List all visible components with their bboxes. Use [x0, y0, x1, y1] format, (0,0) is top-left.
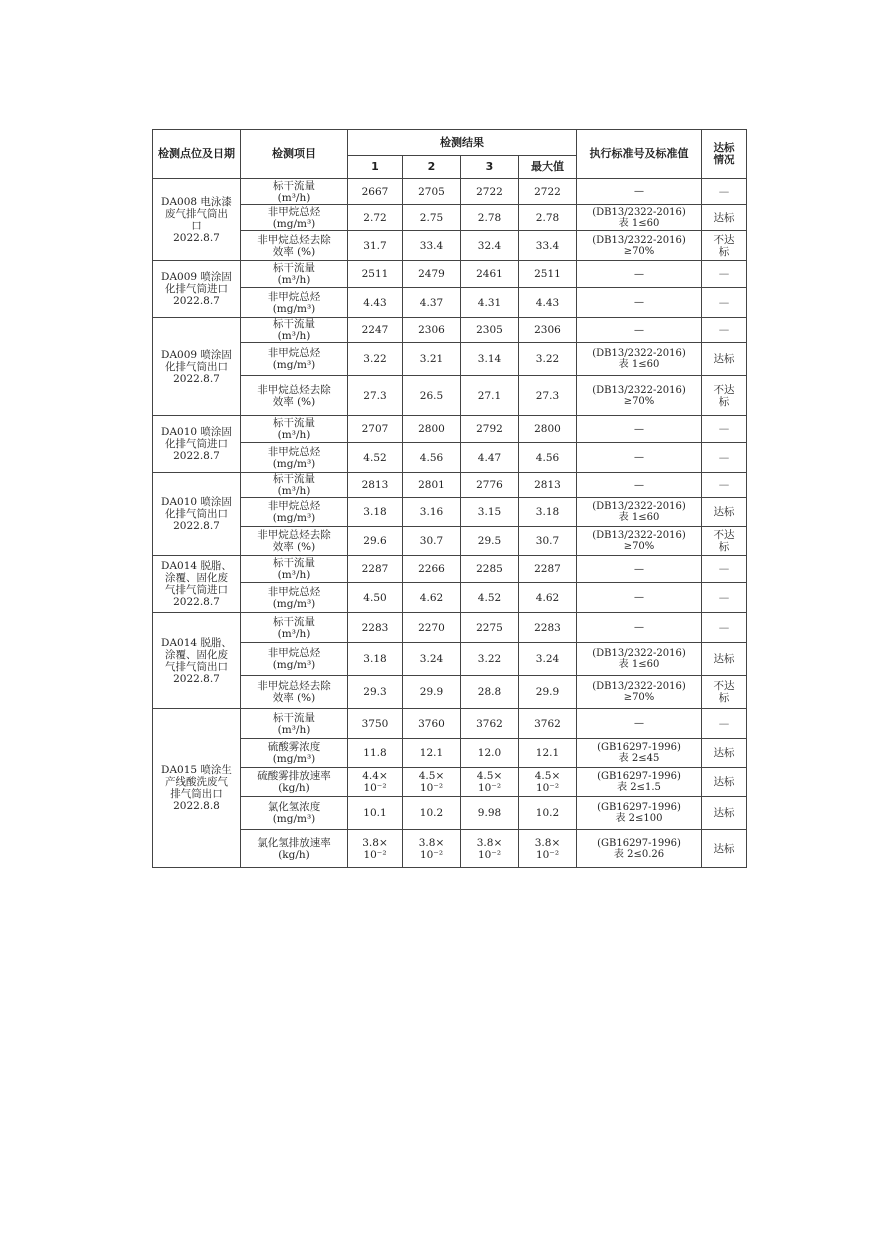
- max-value-cell: 2.78: [519, 205, 577, 231]
- test-item-cell: 标干流量 (m³/h): [241, 709, 348, 739]
- standard-cell: (DB13/2322-2016) ≥70%: [577, 676, 702, 709]
- result-3-cell: 2275: [461, 613, 519, 643]
- result-2-cell: 3.21: [403, 343, 461, 376]
- result-2-cell: 2266: [403, 556, 461, 583]
- result-2-cell: 2.75: [403, 205, 461, 231]
- result-2-cell: 4.56: [403, 443, 461, 473]
- result-1-cell: 2511: [348, 261, 403, 288]
- result-2-cell: 2270: [403, 613, 461, 643]
- standard-cell: —: [577, 709, 702, 739]
- max-value-cell: 33.4: [519, 231, 577, 261]
- result-3-cell: 2461: [461, 261, 519, 288]
- standard-cell: —: [577, 583, 702, 613]
- header-col-2: 2: [403, 156, 461, 179]
- max-value-cell: 4.56: [519, 443, 577, 473]
- test-item-cell: 标干流量 (m³/h): [241, 416, 348, 443]
- result-3-cell: 2305: [461, 318, 519, 343]
- result-2-cell: 2705: [403, 179, 461, 205]
- result-1-cell: 3.18: [348, 643, 403, 676]
- test-item-cell: 标干流量 (m³/h): [241, 179, 348, 205]
- max-value-cell: 3.8× 10⁻²: [519, 830, 577, 868]
- location-date-cell: DA009 喷涂固 化排气筒出口 2022.8.7: [153, 318, 241, 416]
- table-row: [153, 556, 747, 583]
- test-item-cell: 非甲烷总烃去除 效率 (%): [241, 376, 348, 416]
- result-1-cell: 3.18: [348, 498, 403, 527]
- table-row: [153, 416, 747, 443]
- max-value-cell: 30.7: [519, 527, 577, 556]
- table-body: [153, 179, 747, 868]
- compliance-cell: 达标: [702, 830, 747, 868]
- max-value-cell: 10.2: [519, 797, 577, 830]
- test-item-cell: 非甲烷总烃去除 效率 (%): [241, 231, 348, 261]
- result-2-cell: 10.2: [403, 797, 461, 830]
- compliance-cell: 达标: [702, 643, 747, 676]
- standard-cell: (GB16297-1996) 表 2≤45: [577, 739, 702, 768]
- max-value-cell: 12.1: [519, 739, 577, 768]
- max-value-cell: 2283: [519, 613, 577, 643]
- compliance-cell: —: [702, 179, 747, 205]
- test-item-cell: 硫酸雾浓度 (mg/m³): [241, 739, 348, 768]
- result-2-cell: 3.24: [403, 643, 461, 676]
- result-3-cell: 4.47: [461, 443, 519, 473]
- result-1-cell: 27.3: [348, 376, 403, 416]
- standard-cell: —: [577, 288, 702, 318]
- table-row: [153, 498, 747, 527]
- result-3-cell: 2776: [461, 473, 519, 498]
- compliance-cell: 达标: [702, 343, 747, 376]
- result-2-cell: 4.37: [403, 288, 461, 318]
- table-row: [153, 643, 747, 676]
- table-row: [153, 343, 747, 376]
- table-row: [153, 205, 747, 231]
- standard-cell: (GB16297-1996) 表 2≤1.5: [577, 768, 702, 797]
- max-value-cell: 2306: [519, 318, 577, 343]
- result-1-cell: 4.4× 10⁻²: [348, 768, 403, 797]
- location-date-cell: DA014 脱脂、 涂覆、固化废 气排气筒进口 2022.8.7: [153, 556, 241, 613]
- compliance-cell: 达标: [702, 797, 747, 830]
- max-value-cell: 29.9: [519, 676, 577, 709]
- max-value-cell: 4.43: [519, 288, 577, 318]
- compliance-cell: —: [702, 261, 747, 288]
- result-1-cell: 3750: [348, 709, 403, 739]
- result-1-cell: 29.3: [348, 676, 403, 709]
- result-2-cell: 3.8× 10⁻²: [403, 830, 461, 868]
- table-row: [153, 797, 747, 830]
- result-2-cell: 2800: [403, 416, 461, 443]
- test-item-cell: 非甲烷总烃 (mg/m³): [241, 288, 348, 318]
- result-2-cell: 4.5× 10⁻²: [403, 768, 461, 797]
- table-row: [153, 583, 747, 613]
- result-3-cell: 3.14: [461, 343, 519, 376]
- compliance-cell: —: [702, 613, 747, 643]
- location-date-cell: DA008 电泳漆 废气排气筒出 口 2022.8.7: [153, 179, 241, 261]
- result-3-cell: 3762: [461, 709, 519, 739]
- table-row: [153, 768, 747, 797]
- compliance-cell: —: [702, 416, 747, 443]
- test-item-cell: 非甲烷总烃 (mg/m³): [241, 343, 348, 376]
- test-item-cell: 非甲烷总烃去除 效率 (%): [241, 676, 348, 709]
- header-col-3: 3: [461, 156, 519, 179]
- header-item: 检测项目: [241, 130, 348, 179]
- max-value-cell: 2813: [519, 473, 577, 498]
- table-row: [153, 443, 747, 473]
- location-date-cell: DA010 喷涂固 化排气筒出口 2022.8.7: [153, 473, 241, 556]
- max-value-cell: 27.3: [519, 376, 577, 416]
- compliance-cell: —: [702, 583, 747, 613]
- max-value-cell: 2722: [519, 179, 577, 205]
- standard-cell: (DB13/2322-2016) ≥70%: [577, 376, 702, 416]
- standard-cell: (GB16297-1996) 表 2≤0.26: [577, 830, 702, 868]
- result-2-cell: 29.9: [403, 676, 461, 709]
- result-2-cell: 33.4: [403, 231, 461, 261]
- test-item-cell: 氯化氢浓度 (mg/m³): [241, 797, 348, 830]
- result-2-cell: 30.7: [403, 527, 461, 556]
- test-item-cell: 非甲烷总烃 (mg/m³): [241, 205, 348, 231]
- compliance-cell: 达标: [702, 498, 747, 527]
- result-2-cell: 26.5: [403, 376, 461, 416]
- result-1-cell: 11.8: [348, 739, 403, 768]
- test-item-cell: 非甲烷总烃 (mg/m³): [241, 643, 348, 676]
- result-2-cell: 3.16: [403, 498, 461, 527]
- result-3-cell: 3.15: [461, 498, 519, 527]
- result-2-cell: 2801: [403, 473, 461, 498]
- standard-cell: (GB16297-1996) 表 2≤100: [577, 797, 702, 830]
- compliance-cell: —: [702, 473, 747, 498]
- result-3-cell: 4.52: [461, 583, 519, 613]
- table-row: [153, 473, 747, 498]
- table-row: [153, 179, 747, 205]
- max-value-cell: 3.24: [519, 643, 577, 676]
- max-value-cell: 4.5× 10⁻²: [519, 768, 577, 797]
- compliance-cell: 达标: [702, 768, 747, 797]
- table-row: [153, 527, 747, 556]
- header-results: 检测结果: [348, 130, 577, 156]
- result-1-cell: 4.50: [348, 583, 403, 613]
- header-max: 最大值: [519, 156, 577, 179]
- result-1-cell: 2247: [348, 318, 403, 343]
- result-2-cell: 4.62: [403, 583, 461, 613]
- test-item-cell: 标干流量 (m³/h): [241, 556, 348, 583]
- test-item-cell: 非甲烷总烃去除 效率 (%): [241, 527, 348, 556]
- test-item-cell: 非甲烷总烃 (mg/m³): [241, 498, 348, 527]
- standard-cell: (DB13/2322-2016) 表 1≤60: [577, 343, 702, 376]
- result-3-cell: 2.78: [461, 205, 519, 231]
- result-3-cell: 4.31: [461, 288, 519, 318]
- location-date-cell: DA015 喷涂生 产线酸洗废气 排气筒出口 2022.8.8: [153, 709, 241, 868]
- table-row: [153, 231, 747, 261]
- max-value-cell: 2511: [519, 261, 577, 288]
- result-1-cell: 2667: [348, 179, 403, 205]
- standard-cell: —: [577, 261, 702, 288]
- result-1-cell: 29.6: [348, 527, 403, 556]
- compliance-cell: 达标: [702, 205, 747, 231]
- result-3-cell: 12.0: [461, 739, 519, 768]
- standard-cell: (DB13/2322-2016) 表 1≤60: [577, 498, 702, 527]
- max-value-cell: 2800: [519, 416, 577, 443]
- max-value-cell: 3.22: [519, 343, 577, 376]
- table-row: [153, 830, 747, 868]
- compliance-cell: —: [702, 556, 747, 583]
- table-row: [153, 613, 747, 643]
- compliance-cell: —: [702, 709, 747, 739]
- header-location-date: 检测点位及日期: [153, 130, 241, 179]
- table-row: [153, 676, 747, 709]
- standard-cell: —: [577, 556, 702, 583]
- location-date-cell: DA010 喷涂固 化排气筒进口 2022.8.7: [153, 416, 241, 473]
- result-1-cell: 4.52: [348, 443, 403, 473]
- result-3-cell: 3.8× 10⁻²: [461, 830, 519, 868]
- table-row: [153, 261, 747, 288]
- table-row: [153, 318, 747, 343]
- header-compliance: 达标 情况: [702, 130, 747, 179]
- compliance-cell: —: [702, 318, 747, 343]
- test-item-cell: 硫酸雾排放速率 (kg/h): [241, 768, 348, 797]
- result-2-cell: 3760: [403, 709, 461, 739]
- result-3-cell: 2285: [461, 556, 519, 583]
- result-3-cell: 29.5: [461, 527, 519, 556]
- standard-cell: —: [577, 443, 702, 473]
- standard-cell: (DB13/2322-2016) ≥70%: [577, 231, 702, 261]
- result-2-cell: 2306: [403, 318, 461, 343]
- test-item-cell: 标干流量 (m³/h): [241, 261, 348, 288]
- result-1-cell: 2283: [348, 613, 403, 643]
- result-2-cell: 2479: [403, 261, 461, 288]
- result-1-cell: 2287: [348, 556, 403, 583]
- test-item-cell: 氯化氢排放速率 (kg/h): [241, 830, 348, 868]
- test-item-cell: 标干流量 (m³/h): [241, 318, 348, 343]
- max-value-cell: 2287: [519, 556, 577, 583]
- max-value-cell: 3.18: [519, 498, 577, 527]
- test-item-cell: 标干流量 (m³/h): [241, 613, 348, 643]
- result-1-cell: 31.7: [348, 231, 403, 261]
- result-1-cell: 3.8× 10⁻²: [348, 830, 403, 868]
- header-col-1: 1: [348, 156, 403, 179]
- compliance-cell: 不达 标: [702, 231, 747, 261]
- result-3-cell: 27.1: [461, 376, 519, 416]
- standard-cell: —: [577, 416, 702, 443]
- result-1-cell: 3.22: [348, 343, 403, 376]
- result-1-cell: 2707: [348, 416, 403, 443]
- compliance-cell: 不达 标: [702, 527, 747, 556]
- max-value-cell: 3762: [519, 709, 577, 739]
- compliance-cell: 不达 标: [702, 376, 747, 416]
- location-date-cell: DA014 脱脂、 涂覆、固化废 气排气筒出口 2022.8.7: [153, 613, 241, 709]
- result-3-cell: 28.8: [461, 676, 519, 709]
- compliance-cell: —: [702, 288, 747, 318]
- result-3-cell: 2792: [461, 416, 519, 443]
- standard-cell: (DB13/2322-2016) 表 1≤60: [577, 205, 702, 231]
- standard-cell: (DB13/2322-2016) 表 1≤60: [577, 643, 702, 676]
- standard-cell: (DB13/2322-2016) ≥70%: [577, 527, 702, 556]
- table-row: [153, 288, 747, 318]
- compliance-cell: —: [702, 443, 747, 473]
- table-row: [153, 709, 747, 739]
- compliance-cell: 不达 标: [702, 676, 747, 709]
- header-standard: 执行标准号及标准值: [577, 130, 702, 179]
- result-1-cell: 4.43: [348, 288, 403, 318]
- standard-cell: —: [577, 318, 702, 343]
- result-3-cell: 4.5× 10⁻²: [461, 768, 519, 797]
- monitoring-results-table: [152, 129, 747, 868]
- result-3-cell: 2722: [461, 179, 519, 205]
- standard-cell: —: [577, 613, 702, 643]
- test-item-cell: 非甲烷总烃 (mg/m³): [241, 583, 348, 613]
- test-item-cell: 标干流量 (m³/h): [241, 473, 348, 498]
- table-row: [153, 376, 747, 416]
- result-1-cell: 10.1: [348, 797, 403, 830]
- result-3-cell: 32.4: [461, 231, 519, 261]
- result-3-cell: 3.22: [461, 643, 519, 676]
- result-3-cell: 9.98: [461, 797, 519, 830]
- standard-cell: —: [577, 473, 702, 498]
- compliance-cell: 达标: [702, 739, 747, 768]
- max-value-cell: 4.62: [519, 583, 577, 613]
- result-2-cell: 12.1: [403, 739, 461, 768]
- table-row: [153, 739, 747, 768]
- test-item-cell: 非甲烷总烃 (mg/m³): [241, 443, 348, 473]
- result-1-cell: 2813: [348, 473, 403, 498]
- result-1-cell: 2.72: [348, 205, 403, 231]
- location-date-cell: DA009 喷涂固 化排气筒进口 2022.8.7: [153, 261, 241, 318]
- standard-cell: —: [577, 179, 702, 205]
